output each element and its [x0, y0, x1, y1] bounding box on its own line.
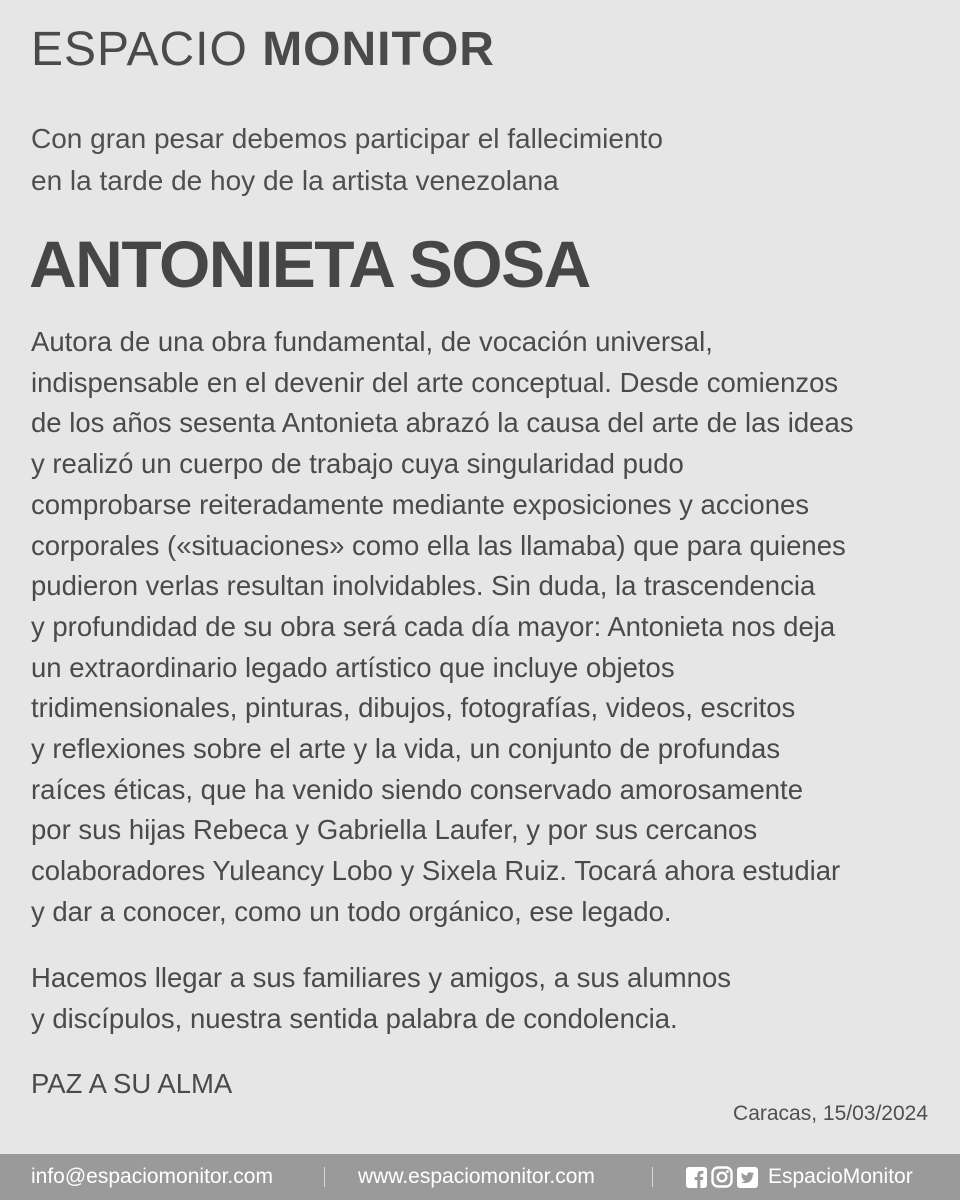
footer-bar [0, 1154, 960, 1200]
condolence-line: y discípulos, nuestra sentida palabra de condolencia. [31, 1002, 678, 1034]
body-line: corporales («situaciones» como ella las llamaba) que para quienes [31, 529, 846, 561]
body-line: un extraordinario legado artístico que incluye objetos [31, 651, 675, 683]
tribute-paragraph [31, 322, 854, 933]
footer-website-link[interactable]: www.espaciomonitor.com [358, 1165, 595, 1188]
facebook-icon[interactable] [686, 1167, 707, 1188]
body-line: y reflexiones sobre el arte y la vida, un conjunto de profundas [31, 733, 781, 765]
body-line: pudieron verlas resultan inolvidables. Sin duda, la trascendencia [31, 570, 816, 602]
footer-email-link[interactable]: info@espaciomonitor.com [31, 1165, 273, 1188]
closing-phrase: PAZ A SU ALMA [31, 1068, 233, 1099]
footer-social [686, 1154, 913, 1200]
intro-line: en la tarde de hoy de la artista venezolana [31, 165, 559, 196]
body-line: por sus hijas Rebeca y Gabriella Laufer, y por sus cercanos [31, 814, 758, 846]
body-line: colaboradores Yuleancy Lobo y Sixela Ruiz. Tocará ahora estudiar [31, 855, 841, 887]
body-line: de los años sesenta Antonieta abrazó la causa del arte de las ideas [31, 407, 854, 439]
artist-name: ANTONIETA SOSA [29, 227, 590, 301]
footer-divider [324, 1167, 325, 1187]
espacio-monitor-logo [31, 23, 495, 76]
intro-line: Con gran pesar debemos participar el fallecimiento [31, 123, 663, 154]
body-line: y dar a conocer, como un todo orgánico, ese legado. [31, 895, 672, 927]
twitter-icon[interactable] [737, 1167, 758, 1188]
place-date: Caracas, 15/03/2024 [733, 1102, 928, 1125]
logo-word-espacio: ESPACIO [31, 23, 248, 76]
footer-social-handle[interactable]: EspacioMonitor [768, 1165, 913, 1188]
footer-divider [652, 1167, 653, 1187]
logo-word-monitor: MONITOR [262, 23, 495, 76]
body-line: indispensable en el devenir del arte conceptual. Desde comienzos [31, 366, 839, 398]
instagram-icon[interactable] [711, 1166, 733, 1188]
condolence-line: Hacemos llegar a sus familiares y amigos, a sus alumnos [31, 962, 732, 993]
body-line: Autora de una obra fundamental, de vocación universal, [31, 326, 713, 357]
body-line: y profundidad de su obra será cada día mayor: Antonieta nos deja [31, 610, 836, 642]
condolence-paragraph [31, 958, 731, 1039]
body-line: raíces éticas, que ha venido siendo conservado amorosamente [31, 773, 803, 805]
intro-paragraph [31, 118, 663, 202]
body-line: comprobarse reiteradamente mediante exposiciones y acciones [31, 488, 810, 520]
body-line: y realizó un cuerpo de trabajo cuya singularidad pudo [31, 448, 684, 480]
body-line: tridimensionales, pinturas, dibujos, fotografías, videos, escritos [31, 692, 796, 724]
